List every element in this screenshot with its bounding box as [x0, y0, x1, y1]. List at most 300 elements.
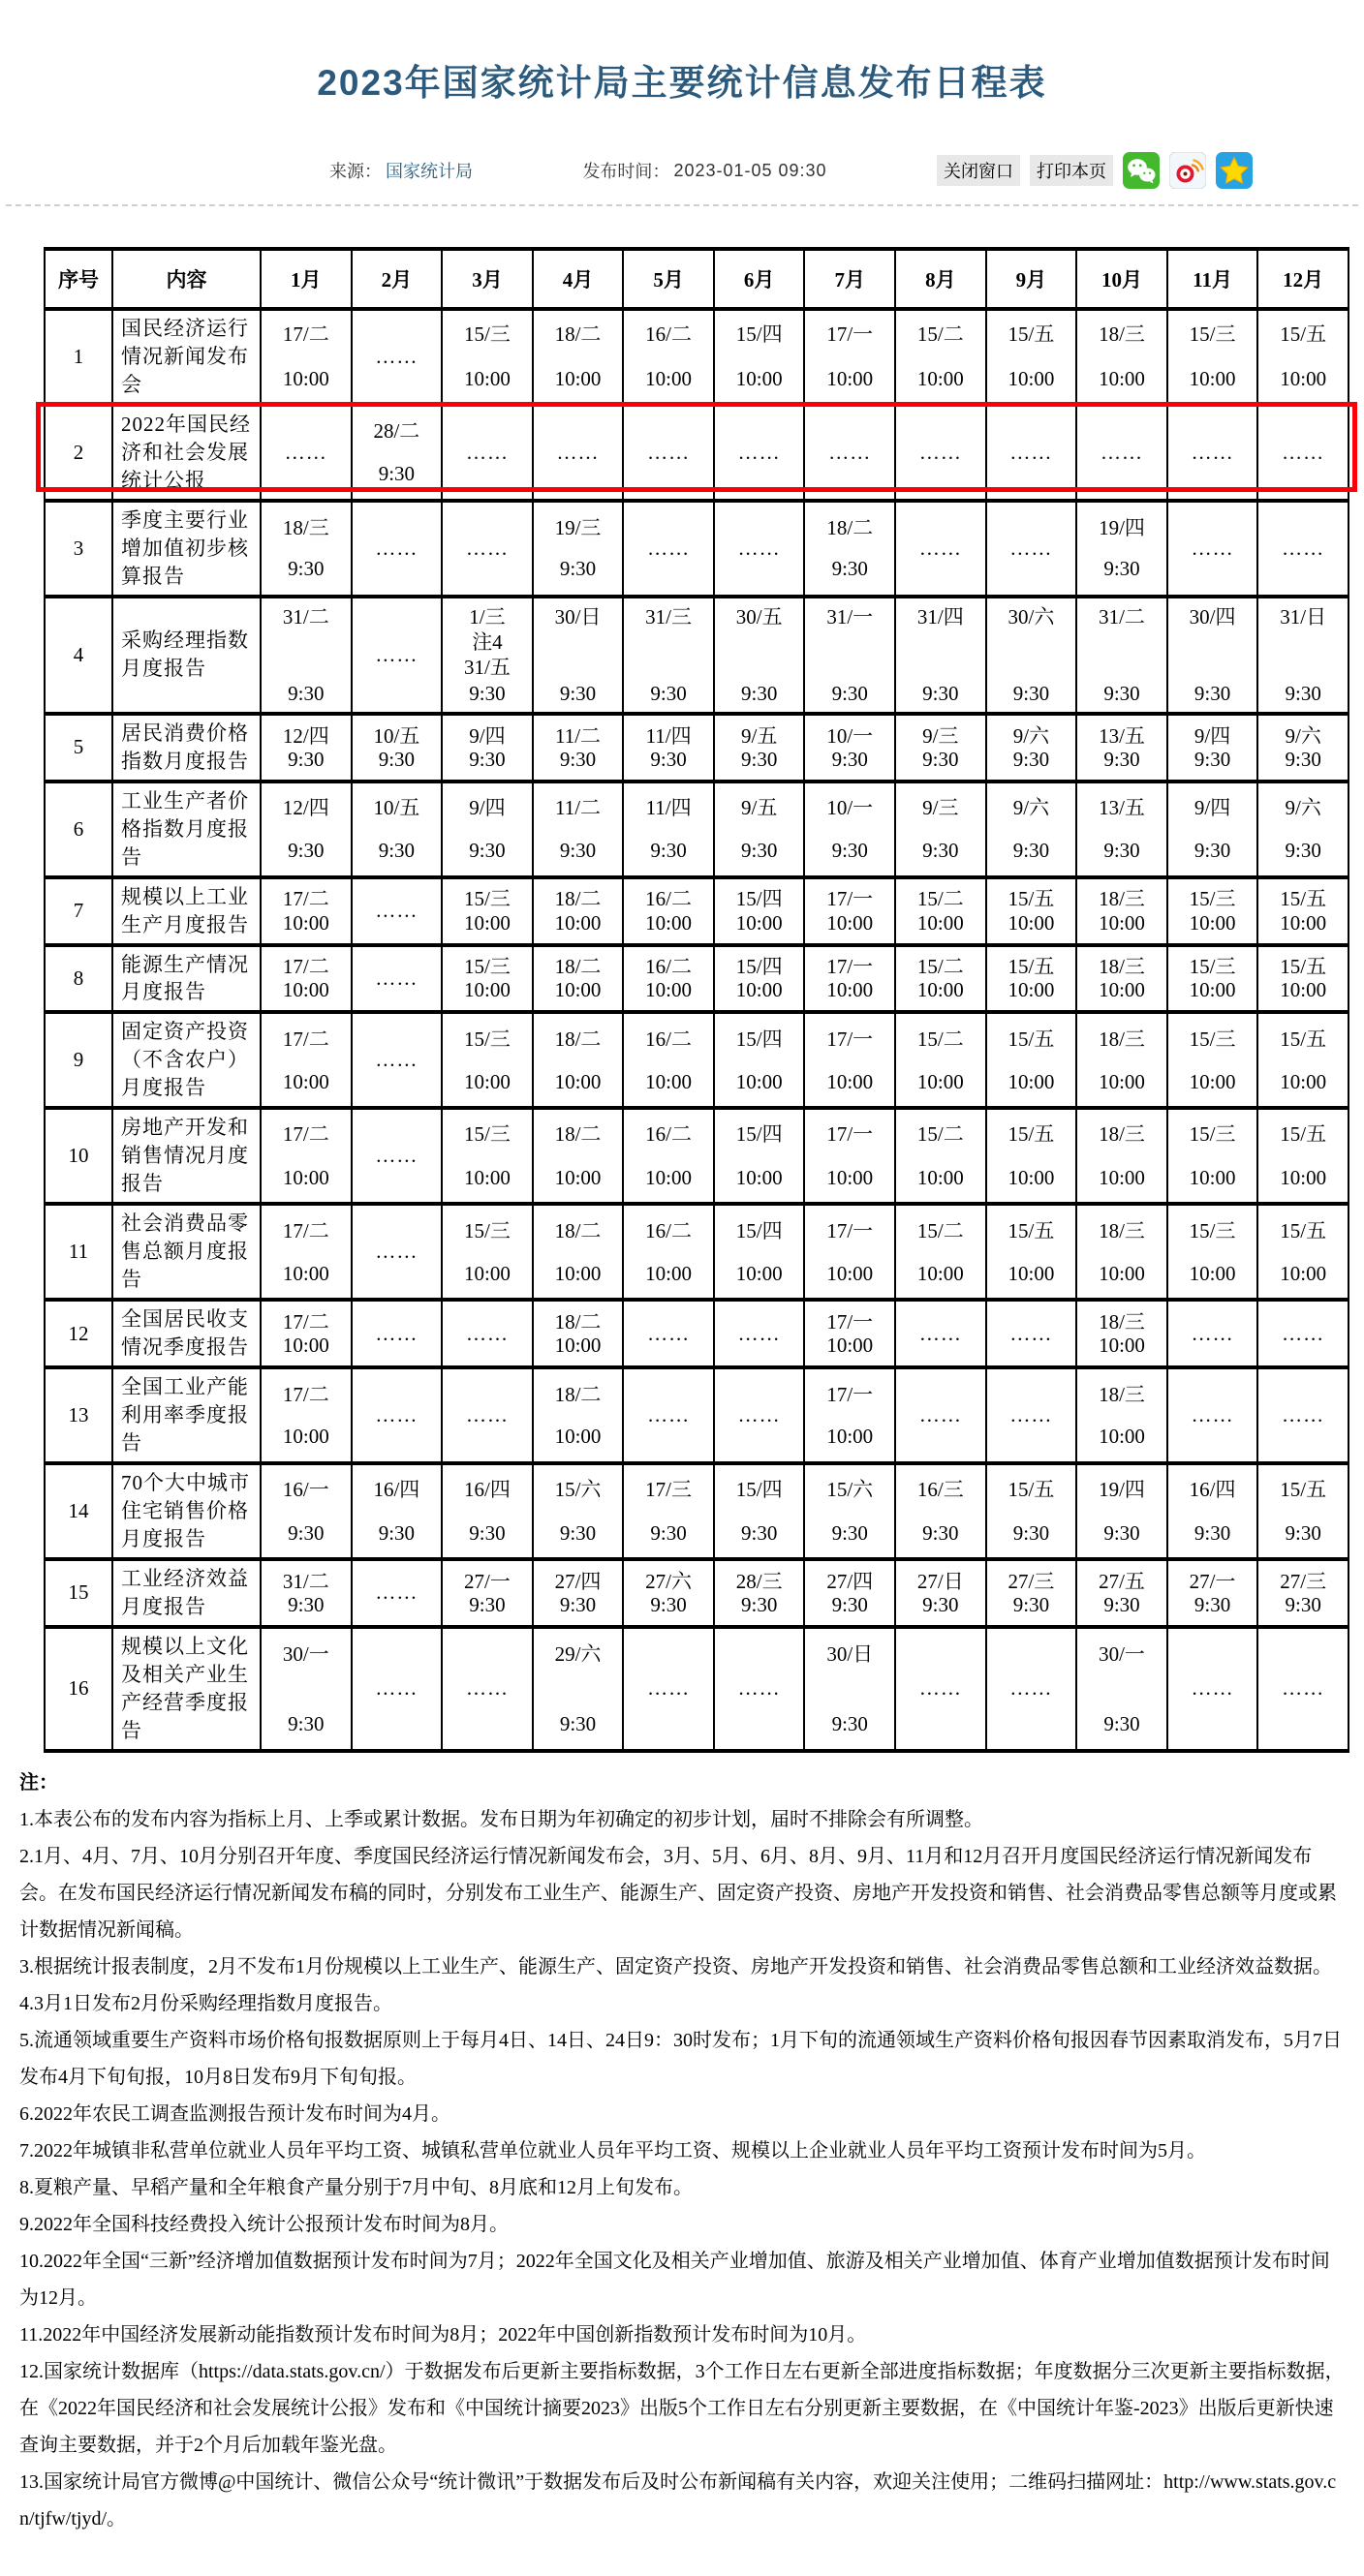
- table-wrap: [44, 247, 1349, 1753]
- schedule-cell: [986, 1627, 1077, 1751]
- schedule-cell: [1076, 1463, 1167, 1559]
- schedule-time: 10:00: [1189, 367, 1236, 391]
- qzone-icon[interactable]: [1216, 152, 1253, 189]
- schedule-cell: [352, 1463, 443, 1559]
- schedule-cell: [986, 309, 1077, 405]
- schedule-cell: [714, 1108, 805, 1204]
- schedule-cell: [442, 714, 533, 782]
- schedule-time: 9:30: [1012, 747, 1050, 771]
- schedule-cell: [986, 1367, 1077, 1463]
- schedule-time: 10:00: [282, 1334, 329, 1358]
- schedule-time: 9:30: [650, 1520, 687, 1545]
- schedule-cell: [1076, 1300, 1167, 1367]
- table-row: [45, 597, 1348, 714]
- schedule-cell: [714, 1204, 805, 1300]
- schedule-time: 9:30: [831, 1592, 868, 1616]
- note-item: 3.根据统计报表制度，2月不发布1月份规模以上工业生产、能源生产、固定资产投资、房地产开发投资和销售、社会消费品零售总额和工业经济效益数据。: [19, 1955, 1332, 1978]
- schedule-time: 10:00: [282, 1166, 329, 1190]
- schedule-cell: [986, 405, 1077, 501]
- schedule-time: 9:30: [831, 747, 868, 771]
- schedule-cell: [804, 597, 895, 714]
- schedule-cell: [352, 714, 443, 782]
- schedule-date: 15/三: [464, 1027, 511, 1051]
- dots-placeholder: ……: [375, 1321, 418, 1345]
- schedule-cell: [1076, 1012, 1167, 1108]
- note-item: 7.2022年城镇非私营单位就业人员年平均工资、城镇私营单位就业人员年平均工资、规模以上企业就业人员年平均工资预计发布时间为5月。: [19, 2139, 1206, 2162]
- schedule-cell: [623, 1463, 714, 1559]
- schedule-date: 17/一: [826, 1309, 874, 1334]
- schedule-date: 29/六: [554, 1641, 602, 1666]
- column-header: 3月: [442, 249, 533, 309]
- schedule-cell: [895, 405, 986, 501]
- dots-placeholder: ……: [1191, 1676, 1234, 1701]
- dots-placeholder: ……: [737, 440, 781, 464]
- report-name-cell: 固定资产投资（不含农户）月度报告: [112, 1012, 261, 1108]
- schedule-cell: [442, 1559, 533, 1627]
- report-name-cell: 能源生产情况月度报告: [112, 945, 261, 1013]
- schedule-date: 11/二: [554, 723, 602, 748]
- schedule-time: 9:30: [559, 839, 597, 863]
- table-row: [45, 501, 1348, 597]
- schedule-time: 9:30: [559, 681, 597, 705]
- schedule-date: 30/六: [1008, 604, 1055, 629]
- schedule-cell: [1167, 1204, 1258, 1300]
- schedule-time: 10:00: [1099, 1334, 1145, 1358]
- schedule-cell: [986, 877, 1077, 945]
- schedule-time: 10:00: [645, 910, 693, 935]
- schedule-cell: [1257, 1627, 1348, 1751]
- schedule-date: 15/二: [916, 1218, 964, 1242]
- schedule-time: 9:30: [922, 1592, 959, 1616]
- schedule-time: 9:30: [288, 557, 325, 581]
- schedule-cell: [895, 1627, 986, 1751]
- schedule-cell: [352, 501, 443, 597]
- row-number-cell: 14: [45, 1463, 112, 1559]
- dots-placeholder: ……: [737, 536, 781, 560]
- schedule-cell: [1076, 1108, 1167, 1204]
- schedule-cell: [714, 1559, 805, 1627]
- schedule-date: 18/二: [554, 322, 602, 347]
- report-name-cell: 社会消费品零售总额月度报告: [112, 1204, 261, 1300]
- schedule-time: 10:00: [645, 1166, 693, 1190]
- schedule-date: 30/一: [282, 1641, 329, 1666]
- schedule-cell: [1076, 782, 1167, 877]
- schedule-time: 10:00: [282, 1069, 329, 1093]
- schedule-cell: [1076, 1204, 1167, 1300]
- schedule-cell: [261, 1108, 352, 1204]
- schedule-date: 9/六: [1012, 723, 1050, 748]
- schedule-date: 16/四: [464, 1477, 511, 1501]
- schedule-date: 15/二: [916, 1027, 964, 1051]
- schedule-time: 10:00: [554, 1424, 602, 1448]
- schedule-time: 9:30: [1285, 1520, 1321, 1545]
- schedule-cell: [261, 405, 352, 501]
- table-row: [45, 1463, 1348, 1559]
- notes-label: 注：: [19, 1771, 58, 1794]
- schedule-cell: [895, 1463, 986, 1559]
- row-number-cell: 7: [45, 877, 112, 945]
- schedule-time: 10:00: [1099, 1261, 1145, 1285]
- table-row: [45, 1559, 1348, 1627]
- schedule-time: 10:00: [826, 978, 874, 1002]
- report-name-cell: 规模以上文化及相关产业生产经营季度报告: [112, 1627, 261, 1751]
- schedule-date: 15/五: [1008, 322, 1055, 347]
- dots-placeholder: ……: [1282, 1676, 1325, 1701]
- schedule-cell: [1257, 945, 1348, 1013]
- meta-row: [329, 152, 1253, 189]
- schedule-cell: [1167, 1300, 1258, 1367]
- schedule-time: 10:00: [282, 978, 329, 1002]
- schedule-date: 9/三: [922, 795, 959, 819]
- schedule-date: 17/一: [826, 1027, 874, 1051]
- schedule-date: 10/一: [826, 795, 874, 819]
- schedule-date: 31/五: [464, 656, 511, 680]
- schedule-time: 9:30: [650, 747, 687, 771]
- dots-placeholder: ……: [375, 1240, 418, 1264]
- schedule-cell: [804, 1012, 895, 1108]
- table-row: [45, 405, 1348, 501]
- schedule-time: 9:30: [650, 839, 687, 863]
- dots-placeholder: ……: [1009, 1321, 1053, 1345]
- schedule-date: 30/五: [735, 604, 783, 629]
- schedule-time: 9:30: [378, 747, 416, 771]
- schedule-cell: [986, 1108, 1077, 1204]
- schedule-date: 15/三: [1189, 322, 1236, 347]
- dots-placeholder: ……: [647, 1676, 691, 1701]
- dots-placeholder: ……: [647, 1403, 691, 1427]
- schedule-date: 27/五: [1099, 1569, 1145, 1593]
- schedule-cell: [442, 501, 533, 597]
- schedule-time: 10:00: [1099, 1424, 1145, 1448]
- schedule-time: 10:00: [1280, 367, 1327, 391]
- schedule-cell: [895, 1559, 986, 1627]
- dots-placeholder: ……: [375, 536, 418, 560]
- dots-placeholder: ……: [918, 1676, 962, 1701]
- schedule-time: 9:30: [831, 681, 868, 705]
- dots-placeholder: ……: [1282, 1321, 1325, 1345]
- note-item: 6.2022年农民工调查监测报告预计发布时间为4月。: [19, 2102, 450, 2125]
- schedule-time: 9:30: [741, 681, 778, 705]
- dots-placeholder: ……: [375, 1144, 418, 1168]
- schedule-date: 18/二: [554, 1309, 602, 1334]
- row-number-cell: 8: [45, 945, 112, 1013]
- schedule-time: 10:00: [282, 1261, 329, 1285]
- row-number-cell: 1: [45, 309, 112, 405]
- schedule-date: 16/二: [645, 955, 693, 979]
- schedule-time: 9:30: [1012, 1520, 1050, 1545]
- schedule-cell: [352, 1012, 443, 1108]
- schedule-date: 13/五: [1099, 723, 1145, 748]
- schedule-time: 9:30: [922, 839, 959, 863]
- schedule-cell: [261, 714, 352, 782]
- row-number-cell: 13: [45, 1367, 112, 1463]
- schedule-cell: [442, 405, 533, 501]
- schedule-cell: [352, 945, 443, 1013]
- schedule-cell: [442, 1204, 533, 1300]
- schedule-date: 15/三: [1189, 1122, 1236, 1147]
- schedule-cell: [895, 1367, 986, 1463]
- dots-placeholder: ……: [465, 440, 509, 464]
- note-item: 2.1月、4月、7月、10月分别召开年度、季度国民经济运行情况新闻发布会，3月、5月、6月、8月、9月、11月和12月召开月度国民经济运行情况新闻发布会。在发布国民经济运行情况新闻发布稿的同时，分别发布工业生产、能源生产、固定资产投资、房地产开发投资和销售、社会消费品零售总额等月度或累计数据情况新闻稿。: [19, 1845, 1337, 1941]
- schedule-date: 9/四: [469, 723, 506, 748]
- table-row: [45, 1012, 1348, 1108]
- schedule-time: 9:30: [1103, 1711, 1140, 1735]
- schedule-cell: [352, 597, 443, 714]
- schedule-cell: [714, 501, 805, 597]
- schedule-time: 10:00: [645, 1261, 693, 1285]
- dots-placeholder: ……: [465, 1403, 509, 1427]
- report-name-cell: 采购经理指数月度报告: [112, 597, 261, 714]
- schedule-date: 15/五: [1280, 955, 1327, 979]
- schedule-time: 9:30: [1194, 681, 1231, 705]
- print-page-button[interactable]: 打印本页: [1030, 155, 1113, 186]
- schedule-date: 15/三: [464, 887, 511, 911]
- schedule-date: 注4: [472, 630, 503, 654]
- schedule-time: 9:30: [559, 1711, 597, 1735]
- schedule-cell: [895, 1012, 986, 1108]
- dashed-divider: [6, 204, 1358, 206]
- schedule-date: 27/六: [645, 1569, 693, 1593]
- schedule-cell: [533, 1300, 624, 1367]
- schedule-cell: [1167, 405, 1258, 501]
- schedule-cell: [986, 945, 1077, 1013]
- schedule-cell: [986, 597, 1077, 714]
- schedule-time: 10:00: [1008, 1261, 1055, 1285]
- schedule-cell: [623, 501, 714, 597]
- schedule-date: 11/四: [645, 723, 692, 748]
- schedule-time: 10:00: [1189, 1166, 1236, 1190]
- schedule-date: 9/五: [741, 723, 778, 748]
- schedule-date: 18/三: [1099, 887, 1145, 911]
- schedule-time: 9:30: [288, 681, 325, 705]
- schedule-date: 15/五: [1008, 955, 1055, 979]
- schedule-time: 10:00: [554, 978, 602, 1002]
- dots-placeholder: ……: [375, 1676, 418, 1701]
- schedule-date: 15/二: [916, 1122, 964, 1147]
- column-header: 2月: [352, 249, 443, 309]
- schedule-date: 18/二: [554, 1122, 602, 1147]
- schedule-time: 10:00: [1008, 910, 1055, 935]
- schedule-time: 9:30: [1103, 681, 1140, 705]
- schedule-time: 9:30: [1194, 839, 1231, 863]
- schedule-time: 10:00: [826, 910, 874, 935]
- schedule-time: 9:30: [559, 1520, 597, 1545]
- schedule-cell: [986, 782, 1077, 877]
- schedule-date: 15/五: [1280, 1477, 1327, 1501]
- schedule-date: 9/五: [741, 795, 778, 819]
- schedule-date: 15/五: [1280, 322, 1327, 347]
- report-name-cell: 2022年国民经济和社会发展统计公报: [112, 405, 261, 501]
- schedule-cell: [804, 1463, 895, 1559]
- schedule-date: 15/五: [1280, 1027, 1327, 1051]
- source-link[interactable]: 国家统计局: [386, 162, 473, 181]
- note-item: 1.本表公布的发布内容为指标上月、上季或累计数据。发布日期为年初确定的初步计划，届时不排除会有所调整。: [19, 1808, 983, 1830]
- schedule-date: 18/二: [826, 516, 874, 540]
- schedule-cell: [261, 1627, 352, 1751]
- schedule-cell: [261, 1204, 352, 1300]
- wechat-icon[interactable]: [1123, 152, 1160, 189]
- schedule-cell: [352, 309, 443, 405]
- schedule-cell: [261, 501, 352, 597]
- schedule-cell: [1167, 1367, 1258, 1463]
- dots-placeholder: ……: [1009, 1676, 1053, 1701]
- schedule-cell: [895, 877, 986, 945]
- schedule-time: 10:00: [1008, 1069, 1055, 1093]
- schedule-cell: [1167, 1108, 1258, 1204]
- schedule-time: 10:00: [282, 367, 329, 391]
- schedule-cell: [1076, 714, 1167, 782]
- schedule-date: 9/四: [469, 795, 506, 819]
- schedule-time: 9:30: [559, 747, 597, 771]
- schedule-cell: [895, 945, 986, 1013]
- schedule-cell: [1167, 1627, 1258, 1751]
- schedule-date: 12/四: [282, 723, 329, 748]
- schedule-time: 10:00: [464, 1166, 511, 1190]
- schedule-cell: [533, 501, 624, 597]
- schedule-cell: [986, 1300, 1077, 1367]
- schedule-time: 9:30: [469, 681, 506, 705]
- schedule-cell: [533, 1559, 624, 1627]
- schedule-cell: [1257, 1300, 1348, 1367]
- schedule-cell: [1167, 1012, 1258, 1108]
- schedule-date: 31/二: [282, 604, 329, 629]
- close-window-button[interactable]: 关闭窗口: [937, 155, 1020, 186]
- schedule-cell: [1167, 309, 1258, 405]
- table-row: [45, 309, 1348, 405]
- schedule-cell: [533, 782, 624, 877]
- schedule-time: 10:00: [645, 1069, 693, 1093]
- schedule-cell: [1076, 945, 1167, 1013]
- pubtime-label: 发布时间：: [582, 162, 670, 181]
- row-number-cell: 9: [45, 1012, 112, 1108]
- schedule-time: 10:00: [464, 978, 511, 1002]
- schedule-time: 10:00: [1099, 978, 1145, 1002]
- source-group: [329, 158, 473, 183]
- schedule-date: 11/四: [645, 795, 692, 819]
- schedule-date: 16/四: [373, 1477, 420, 1501]
- schedule-cell: [442, 945, 533, 1013]
- schedule-time: 9:30: [469, 1592, 506, 1616]
- schedule-date: 27/一: [464, 1569, 511, 1593]
- schedule-time: 9:30: [1103, 1520, 1140, 1545]
- schedule-time: 9:30: [650, 681, 687, 705]
- schedule-time: 9:30: [288, 839, 325, 863]
- note-item: 4.3月1日发布2月份采购经理指数月度报告。: [19, 1992, 392, 2014]
- report-name-cell: 工业生产者价格指数月度报告: [112, 782, 261, 877]
- dots-placeholder: ……: [737, 1676, 781, 1701]
- schedule-cell: [1167, 1559, 1258, 1627]
- schedule-date: 15/三: [1189, 955, 1236, 979]
- schedule-date: 15/三: [464, 1218, 511, 1242]
- schedule-time: 10:00: [1008, 367, 1055, 391]
- pubtime-group: [582, 158, 826, 183]
- dots-placeholder: ……: [1282, 536, 1325, 560]
- schedule-date: 15/四: [735, 1122, 783, 1147]
- schedule-date: 27/三: [1280, 1569, 1327, 1593]
- schedule-date: 1/三: [469, 604, 506, 629]
- schedule-cell: [895, 1108, 986, 1204]
- schedule-cell: [533, 1108, 624, 1204]
- schedule-date: 10/五: [373, 795, 420, 819]
- schedule-cell: [1257, 1204, 1348, 1300]
- schedule-cell: [623, 309, 714, 405]
- column-header: 6月: [714, 249, 805, 309]
- schedule-time: 10:00: [1099, 367, 1145, 391]
- schedule-date: 15/六: [826, 1477, 874, 1501]
- schedule-cell: [1257, 1012, 1348, 1108]
- schedule-time: 10:00: [464, 1069, 511, 1093]
- schedule-time: 10:00: [826, 1424, 874, 1448]
- schedule-cell: [623, 1559, 714, 1627]
- schedule-time: 9:30: [1194, 1592, 1231, 1616]
- schedule-time: 10:00: [916, 1069, 964, 1093]
- schedule-date: 17/三: [645, 1477, 693, 1501]
- schedule-time: 9:30: [469, 1520, 506, 1545]
- note-item: 8.夏粮产量、早稻产量和全年粮食产量分别于7月中旬、8月底和12月上旬发布。: [19, 2176, 693, 2198]
- schedule-date: 10/一: [826, 723, 874, 748]
- weibo-icon[interactable]: [1169, 152, 1206, 189]
- report-name-cell: 国民经济运行情况新闻发布会: [112, 309, 261, 405]
- schedule-time: 10:00: [554, 367, 602, 391]
- dots-placeholder: ……: [375, 966, 418, 990]
- schedule-cell: [804, 1367, 895, 1463]
- schedule-time: 9:30: [741, 1520, 778, 1545]
- schedule-date: 31/二: [282, 1569, 329, 1593]
- schedule-date: 31/三: [645, 604, 693, 629]
- schedule-date: 15/五: [1280, 1122, 1327, 1147]
- schedule-cell: [714, 945, 805, 1013]
- schedule-cell: [442, 877, 533, 945]
- dots-placeholder: ……: [1009, 440, 1053, 464]
- schedule-cell: [1257, 309, 1348, 405]
- schedule-date: 15/五: [1280, 887, 1327, 911]
- schedule-time: 10:00: [554, 910, 602, 935]
- dots-placeholder: ……: [375, 1580, 418, 1605]
- schedule-cell: [714, 1012, 805, 1108]
- table-row: [45, 1300, 1348, 1367]
- schedule-date: 9/三: [922, 723, 959, 748]
- schedule-time: 10:00: [916, 910, 964, 935]
- schedule-cell: [623, 1012, 714, 1108]
- schedule-cell: [804, 714, 895, 782]
- schedule-date: 27/三: [1008, 1569, 1055, 1593]
- schedule-date: 31/一: [826, 604, 874, 629]
- dots-placeholder: ……: [737, 1321, 781, 1345]
- schedule-date: 15/三: [464, 322, 511, 347]
- schedule-cell: [804, 309, 895, 405]
- schedule-time: 10:00: [554, 1069, 602, 1093]
- schedule-date: 15/五: [1008, 887, 1055, 911]
- schedule-cell: [986, 1463, 1077, 1559]
- column-header: 4月: [533, 249, 624, 309]
- schedule-cell: [442, 782, 533, 877]
- schedule-time: 9:30: [831, 839, 868, 863]
- note-item: 9.2022年全国科技经费投入统计公报预计发布时间为8月。: [19, 2213, 509, 2235]
- schedule-cell: [1076, 1367, 1167, 1463]
- schedule-cell: [895, 309, 986, 405]
- schedule-time: 10:00: [464, 910, 511, 935]
- schedule-date: 27/四: [554, 1569, 602, 1593]
- schedule-date: 16/二: [645, 1122, 693, 1147]
- schedule-cell: [804, 945, 895, 1013]
- row-number-cell: 10: [45, 1108, 112, 1204]
- schedule-date: 30/四: [1189, 604, 1236, 629]
- schedule-date: 17/二: [282, 1027, 329, 1051]
- schedule-cell: [352, 1108, 443, 1204]
- schedule-time: 10:00: [1189, 978, 1236, 1002]
- schedule-date: 18/三: [1099, 955, 1145, 979]
- schedule-cell: [1167, 782, 1258, 877]
